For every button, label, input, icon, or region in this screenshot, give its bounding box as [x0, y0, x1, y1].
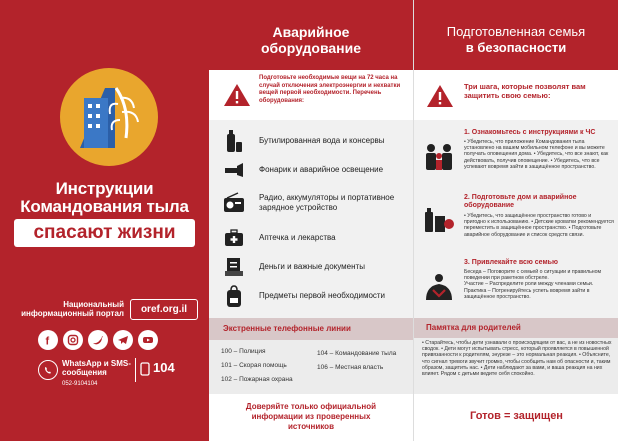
slogan-box: спасают жизни — [14, 219, 195, 247]
step2-title: 2. Подготовьте дом и аварийное оборудование — [464, 194, 577, 209]
item-label: Деньги и важные документы — [259, 262, 365, 271]
list-item — [209, 256, 413, 278]
portal-label: Национальный информационный портал — [21, 300, 124, 318]
phone-line: 100 – Полиция — [221, 348, 266, 355]
phone-line: 102 – Пожарная охрана — [221, 376, 293, 383]
warning-icon — [426, 84, 454, 113]
step3-body — [464, 269, 614, 300]
phone-line: 104 – Командование тыла — [317, 350, 397, 357]
list-item — [209, 284, 413, 308]
family-icon — [422, 142, 456, 177]
home-equipment-icon — [422, 202, 456, 239]
trust-notice: Доверяйте только официальной информации из проверенных источников — [245, 402, 377, 431]
step3-participation: Участие – Распределите роли между членами семьи. — [464, 281, 594, 288]
svg-text:f: f — [45, 335, 50, 346]
family-header-line1: Подготовленная семья — [446, 24, 586, 39]
left-title: Инструкции Командования тыла — [20, 179, 189, 216]
whatsapp-icon[interactable] — [38, 360, 58, 380]
warning-icon — [223, 83, 251, 112]
right-panel — [413, 0, 618, 441]
list-item — [209, 228, 413, 248]
emergency-lines — [209, 318, 413, 394]
backpack-icon — [209, 284, 259, 308]
parents-memo — [414, 318, 618, 394]
notice-text: Подготовьте необходимые вещи на 72 часа на случай отключения электроэнергии и нехватки вещей первой необходимости. Перечень оборудования: — [259, 75, 401, 104]
family-header-line2: в безопасности — [465, 40, 567, 55]
middle-panel — [209, 0, 413, 441]
twitter-icon[interactable] — [88, 330, 108, 350]
parents-title: Памятка для родителей — [414, 318, 618, 338]
social-links — [38, 330, 158, 350]
emergency-title: Экстренные телефонные линии — [209, 318, 413, 340]
step2-body: • Убедитесь, что защищённое пространство готово и пригодно к использованию. • Детские кроватки рекомендуется переместить в защищённое пространство. • Подготовьте аварийное оборудование и список средств связи. — [464, 213, 614, 238]
whatsapp-label: WhatsApp и SMS-сообщения — [62, 359, 131, 377]
item-label: Аптечка и лекарства — [259, 233, 336, 242]
flashlight-icon — [209, 160, 259, 180]
phone-line: 101 – Скорая помощь — [221, 362, 287, 369]
step1-body: • Убедитесь, что приложение Командования тыла установлено на вашем мобильном телефоне и вы можете получать оповещения дома. • Убедитесь, что все знают, как действовать, получив оповещение. • Убедитесь, что все успевают вовремя зайти в защищённое пространство. — [464, 139, 609, 170]
hotline-number[interactable]: 104 — [153, 360, 175, 375]
instagram-icon[interactable] — [63, 330, 83, 350]
equipment-list — [209, 120, 413, 318]
item-label: Бутилированная вода и консервы — [259, 136, 385, 145]
list-item — [209, 160, 413, 180]
left-panel — [0, 0, 209, 441]
first-aid-icon — [209, 228, 259, 248]
telegram-icon[interactable] — [113, 330, 133, 350]
step3-talk: Беседа – Поговорите с семьей о ситуации и правильном поведении при ракетном обстреле. — [464, 269, 602, 282]
phone-line: 106 – Местная власть — [317, 364, 384, 371]
item-label: Фонарик и аварийное освещение — [259, 165, 384, 174]
list-item — [209, 192, 413, 214]
item-label: Предметы первой необходимости — [259, 291, 386, 300]
youtube-icon[interactable] — [138, 330, 158, 350]
parents-body: • Старайтесь, чтобы дети узнавали о происходящем от вас, а не из новостных сводок. • Дети могут испытывать стресс, который проявляется в повышенной привязанности к родителям, энурезе – это нормальная реакция. • Объясните, что сигнал тревоги звучит громко, чтобы сообщить нам об опасности и, таким образом, защитить нас. • Дети наблюдают за вами, и ваша реакция на них влияет. Рядом с детьми ведите себя спокойно. — [422, 340, 612, 378]
equipment-notice — [209, 70, 413, 120]
item-label: Радио, аккумуляторы и портативное зарядное устройство — [259, 193, 395, 212]
steps-list — [414, 120, 618, 318]
divider — [135, 358, 136, 382]
facebook-icon[interactable] — [38, 330, 58, 350]
phone-icon — [140, 362, 150, 381]
family-notice: Три шага, которые позволят вам защитить свою семью: — [464, 82, 586, 100]
equipment-header: Аварийное оборудование — [209, 0, 413, 70]
ready-slogan: Готов = защищен — [470, 410, 563, 422]
documents-icon — [209, 256, 259, 278]
water-bottle-icon — [209, 128, 259, 154]
radio-icon — [209, 192, 259, 214]
family-header — [414, 0, 618, 70]
step3-title: 3. Привлекайте всю семью — [464, 259, 558, 266]
whatsapp-number: 052-9104104 — [62, 381, 98, 387]
step1-title: 1. Ознакомьтесь с инструкциями к ЧС — [464, 129, 596, 136]
step3-practice: Практика – Потренируйтесь успеть вовремя зайти в защищённое пространство. — [464, 287, 590, 300]
list-item — [209, 128, 413, 154]
family-hug-icon — [422, 272, 456, 307]
portal-link[interactable]: oref.org.il — [130, 299, 198, 320]
home-front-command-logo — [60, 68, 158, 166]
